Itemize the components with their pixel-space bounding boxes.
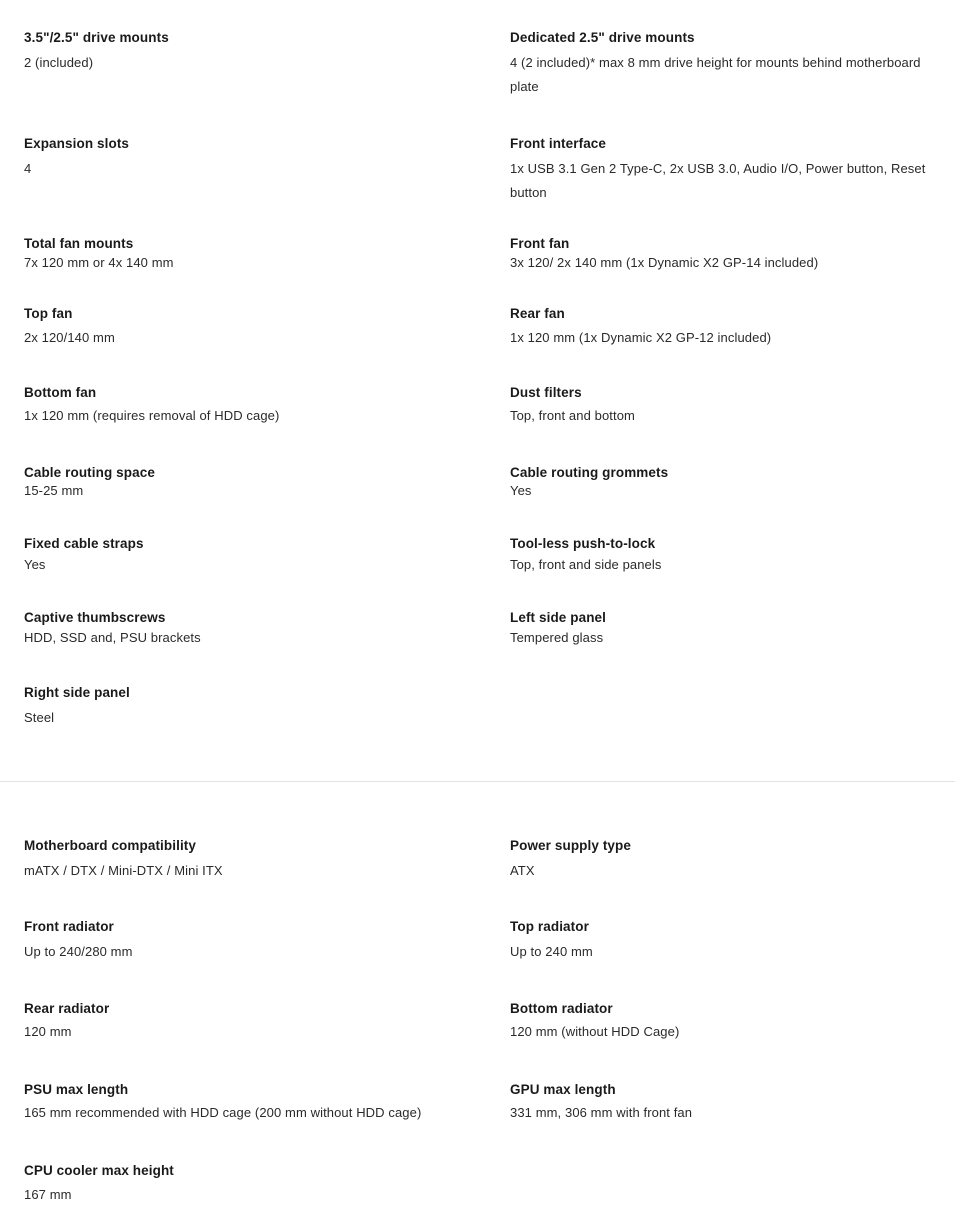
spec-label: Top radiator [510,919,589,934]
spec-value: 165 mm recommended with HDD cage (200 mm without HDD cage) [24,1105,422,1120]
spec-label: Total fan mounts [24,236,134,251]
spec-label: Fixed cable straps [24,536,144,551]
spec-value: 2 (included) [24,55,94,70]
spec-value: Yes [24,557,46,572]
spec-bottom-radiator [510,1000,940,1044]
spec-label: Front fan [510,236,570,251]
spec-label: Dedicated 2.5" drive mounts [510,30,695,45]
spec-motherboard-compatibility [24,837,484,883]
spec-total-fan-mounts [24,235,484,275]
spec-value: 331 mm, 306 mm with front fan [510,1105,693,1120]
spec-value: 1x USB 3.1 Gen 2 Type-C, 2x USB 3.0, Audio I/O, Power button, Reset button [510,161,926,200]
spec-front-radiator [24,918,484,964]
spec-right-side-panel [24,684,484,730]
spec-value: 120 mm (without HDD Cage) [510,1024,680,1039]
spec-label: Bottom fan [24,385,97,400]
spec-label: Rear radiator [24,1001,110,1016]
spec-value: 4 (2 included)* max 8 mm drive height for mounts behind motherboard plate [510,55,921,94]
spec-value: 3x 120/ 2x 140 mm (1x Dynamic X2 GP-14 included) [510,255,819,270]
spec-value: mATX / DTX / Mini-DTX / Mini ITX [24,863,223,878]
spec-drive-mounts [24,29,484,75]
spec-left-side-panel [510,609,940,650]
spec-top-radiator [510,918,940,964]
spec-captive-thumbscrews [24,609,484,650]
spec-value: Tempered glass [510,630,604,645]
spec-expansion-slots [24,135,484,181]
spec-value: Steel [24,710,55,725]
spec-gpu-max-length [510,1081,940,1125]
spec-value: HDD, SSD and, PSU brackets [24,630,201,645]
spec-label: Right side panel [24,685,130,700]
spec-top-fan [24,305,484,350]
section-divider [0,781,955,782]
spec-value: 1x 120 mm (1x Dynamic X2 GP-12 included) [510,330,772,345]
spec-label: CPU cooler max height [24,1163,174,1178]
spec-cpu-cooler-max-height [24,1162,484,1207]
spec-label: Front radiator [24,919,114,934]
spec-label: Dust filters [510,385,582,400]
spec-fixed-cable-straps [24,535,484,577]
spec-value: Top, front and side panels [510,557,662,572]
spec-value: Up to 240/280 mm [24,944,133,959]
spec-power-supply-type [510,837,940,883]
spec-label: GPU max length [510,1082,616,1097]
spec-bottom-fan [24,384,484,428]
spec-label: Front interface [510,136,607,151]
spec-rear-radiator [24,1000,484,1044]
spec-label: Rear fan [510,306,565,321]
spec-value: 15-25 mm [24,483,84,498]
spec-value: Top, front and bottom [510,408,635,423]
spec-value: 167 mm [24,1187,72,1202]
spec-label: Cable routing grommets [510,465,669,480]
spec-value: 7x 120 mm or 4x 140 mm [24,255,174,270]
spec-value: 4 [24,161,32,176]
spec-label: Power supply type [510,838,631,853]
spec-tool-less-push-to-lock [510,535,940,577]
spec-label: Expansion slots [24,136,130,151]
spec-value: 1x 120 mm (requires removal of HDD cage) [24,408,280,423]
spec-front-fan [510,235,940,275]
spec-label: 3.5"/2.5" drive mounts [24,30,169,45]
spec-value: ATX [510,863,535,878]
spec-label: Bottom radiator [510,1001,613,1016]
spec-value: 2x 120/140 mm [24,330,115,345]
spec-label: Left side panel [510,610,607,625]
spec-front-interface [510,135,940,205]
spec-value: Yes [510,483,532,498]
spec-psu-max-length [24,1081,484,1125]
spec-dust-filters [510,384,940,428]
spec-dedicated-drive-mounts [510,29,940,99]
spec-cable-routing-grommets [510,464,940,503]
spec-label: Motherboard compatibility [24,838,197,853]
spec-label: PSU max length [24,1082,129,1097]
spec-label: Top fan [24,306,73,321]
spec-value: Up to 240 mm [510,944,593,959]
spec-label: Cable routing space [24,465,155,480]
spec-cable-routing-space [24,464,484,503]
spec-label: Tool-less push-to-lock [510,536,656,551]
spec-label: Captive thumbscrews [24,610,166,625]
spec-value: 120 mm [24,1024,72,1039]
spec-rear-fan [510,305,940,350]
